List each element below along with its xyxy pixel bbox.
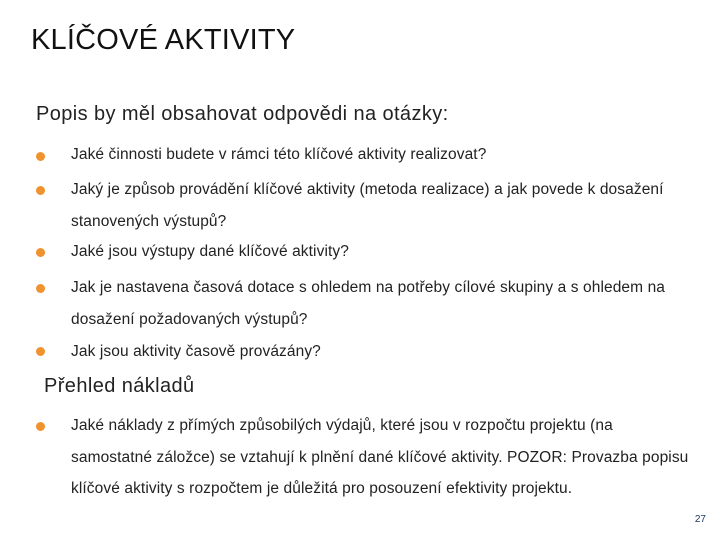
cost-section-heading: Přehled nákladů — [44, 375, 195, 397]
bullet-icon — [36, 347, 45, 356]
bullet-icon — [36, 248, 45, 257]
intro-text: Popis by měl obsahovat odpovědi na otázky: — [36, 103, 449, 125]
list-item: Jak je nastavena časová dotace s ohledem na potřeby cílové skupiny a s ohledem na dosažení požadovaných výstupů? — [71, 279, 666, 328]
list-item: Jaký je způsob provádění klíčové aktivity (metoda realizace) a jak povede k dosažení stanovených výstupů? — [71, 181, 664, 230]
bullet-icon — [36, 186, 45, 195]
bullet-icon — [36, 284, 45, 293]
list-item: Jak jsou aktivity časově provázány? — [71, 343, 321, 360]
page-number: 27 — [694, 514, 706, 525]
list-item: Jaké jsou výstupy dané klíčové aktivity? — [71, 243, 349, 260]
list-item: Jaké náklady z přímých způsobilých výdajů, které jsou v rozpočtu projektu (na samostatné záložce) se vztahují k plnění dané klíčové aktivity. POZOR: Provazba popisu klíčové aktivity s rozpočtem je důležitá pro posouzení efektivity projektu. — [71, 417, 689, 497]
list-item: Jaké činnosti budete v rámci této klíčové aktivity realizovat? — [71, 146, 487, 163]
slide-title: KLÍČOVÉ AKTIVITY — [31, 24, 296, 56]
bullet-icon — [36, 152, 45, 161]
bullet-icon — [36, 422, 45, 431]
